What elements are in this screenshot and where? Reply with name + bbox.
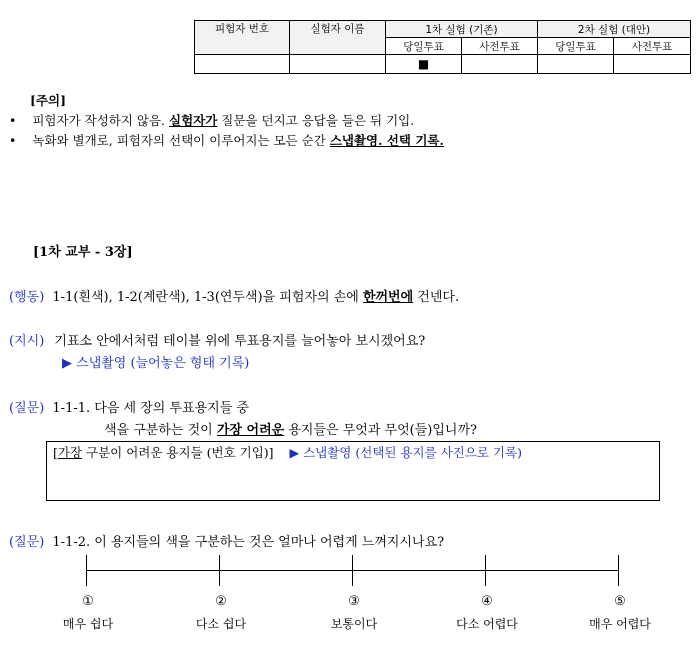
scale-option-1[interactable]: ① — [82, 594, 94, 609]
action-tag: (행동) — [9, 290, 45, 305]
answer-box-label: [가장 구분이 어려운 용지들 (번호 기입)] ▶ 스냅촬영 (선택된 용지를 사진으로 기록) — [53, 445, 522, 460]
instruction-note: ▶ 스냅촬영 (늘어놓은 형태 기록) — [62, 356, 250, 371]
notice-bullet-1: • 피험자가 작성하지 않음. 실험자가 질문을 던지고 응답을 들은 뒤 기입. — [9, 113, 415, 128]
scale-label-1: 매우 쉽다 — [62, 617, 114, 631]
sub-sameday-2: 당일투표 — [538, 38, 614, 55]
instruction-line: (지시) 기표소 안에서처럼 테이블 위에 투표용지를 늘어놓아 보시겠어요? — [9, 334, 426, 349]
header-table — [194, 20, 691, 74]
question2-tag: (질문) — [9, 535, 45, 550]
bullet-icon: • — [9, 133, 17, 148]
scale-option-4[interactable]: ④ — [481, 594, 493, 609]
cell-sameday-2[interactable] — [538, 55, 614, 74]
scale-tick-5 — [618, 555, 619, 586]
cell-advance-2[interactable] — [614, 55, 691, 74]
emph-snapshot: 스냅촬영. 선택 기록. — [329, 133, 444, 148]
cell-subject-id[interactable] — [195, 55, 290, 74]
bullet-icon: • — [9, 113, 17, 128]
instruction-tag: (지시) — [9, 334, 45, 349]
cell-sameday-1[interactable] — [386, 55, 462, 74]
col-experimenter: 실험자 이름 — [290, 21, 386, 55]
filled-square-mark: ■ — [417, 57, 430, 71]
notice-title: [주의] — [30, 93, 66, 108]
cell-advance-1[interactable] — [462, 55, 538, 74]
answer-box[interactable] — [46, 441, 660, 501]
scale-option-3[interactable]: ③ — [348, 594, 360, 609]
scale-label-3: 보통이다 — [330, 617, 378, 631]
scale-tick-2 — [219, 555, 220, 586]
question1-tag: (질문) — [9, 401, 45, 416]
emph-hardest: 가장 어려운 — [216, 423, 285, 438]
scale-tick-4 — [485, 555, 486, 586]
section-title: [1차 교부 - 3장] — [33, 245, 133, 260]
emph-all-at-once: 한꺼번에 — [362, 290, 414, 305]
question1-line1: (질문) 1-1-1. 다음 세 장의 투표용지들 중 — [9, 401, 249, 416]
sub-advance-2: 사전투표 — [614, 38, 691, 55]
question2-line: (질문) 1-1-2. 이 용지들의 색을 구분하는 것은 얼마나 어렵게 느껴지시나요? — [9, 535, 445, 550]
col-exp2: 2차 실험 (대안) — [538, 21, 691, 38]
scale-label-5: 매우 어렵다 — [589, 617, 651, 631]
scale-label-4: 다소 어렵다 — [456, 617, 518, 631]
notice-bullet-2: • 녹화와 별개로, 피험자의 선택이 이루어지는 모든 순간 스냅촬영. 선택 기록. — [9, 133, 444, 148]
col-subject-id: 피험자 번호 — [195, 21, 290, 55]
emph-experimenter: 실험자가 — [169, 113, 218, 128]
scale-tick-1 — [86, 555, 87, 586]
scale-label-2: 다소 쉽다 — [195, 617, 247, 631]
action-line: (행동) 1-1(흰색), 1-2(계란색), 1-3(연두색)을 피험자의 손에 한꺼번에 건넨다. — [9, 290, 460, 305]
answer-box-note: ▶ 스냅촬영 (선택된 용지를 사진으로 기록) — [289, 445, 522, 460]
col-exp1: 1차 실험 (기존) — [386, 21, 538, 38]
scale-tick-3 — [352, 555, 353, 586]
scale-option-5[interactable]: ⑤ — [614, 594, 626, 609]
question1-line2: 색을 구분하는 것이 가장 어려운 용지들은 무엇과 무엇(들)입니까? — [104, 423, 477, 438]
cell-experimenter[interactable] — [290, 55, 386, 74]
scale-option-2[interactable]: ② — [215, 594, 227, 609]
sub-sameday-1: 당일투표 — [386, 38, 462, 55]
sub-advance-1: 사전투표 — [462, 38, 538, 55]
